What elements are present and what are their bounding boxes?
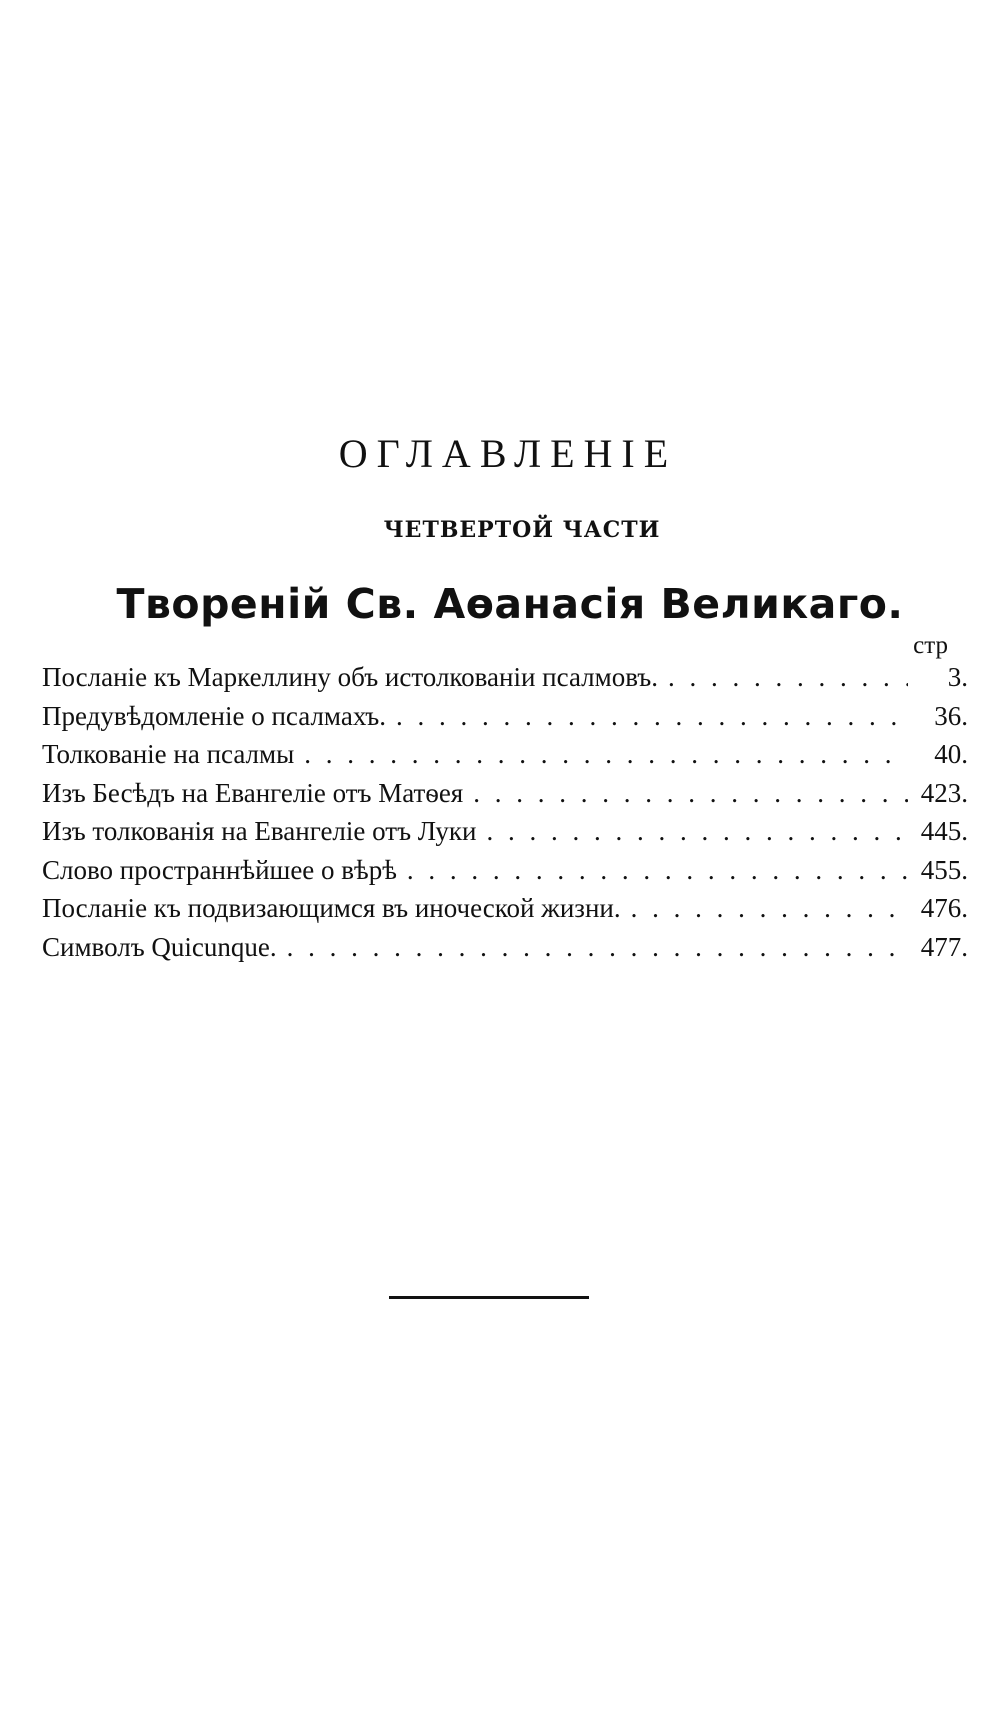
leader-dots: [477, 816, 909, 847]
toc-entry: [42, 932, 968, 971]
leader-dots: [277, 932, 908, 963]
toc-entry-page: 477.: [920, 931, 968, 962]
page-column-label: стр: [913, 632, 948, 659]
subtitle: ЧЕТВЕРТОЙ ЧАСТИ: [383, 517, 661, 543]
toc-entry: [42, 816, 968, 855]
toc-entry-label: Посланіе къ подвизающимся въ иноческой жизни.: [42, 893, 621, 923]
toc-entry-page: 455.: [920, 854, 968, 885]
leader-dots: [386, 701, 908, 732]
leader-dots: [658, 662, 908, 693]
toc-entry-page: 40.: [934, 739, 968, 769]
toc-entry-page: 445.: [920, 816, 968, 846]
toc-entry: [42, 893, 968, 932]
horizontal-rule: [389, 1296, 589, 1299]
toc-entry-page: 476.: [920, 893, 968, 923]
toc-entry-label: Изъ Бесѣдъ на Евангеліе отъ Матѳея: [42, 777, 464, 808]
toc-entry-label: Предувѣдомленіе о псалмахъ.: [42, 700, 386, 731]
toc-entry-label: Посланіе къ Маркеллину объ истолкованіи псалмовъ.: [42, 662, 659, 692]
toc-entry: [42, 855, 968, 894]
toc-entry: [42, 739, 968, 778]
leader-dots: [294, 739, 908, 770]
toc-entry: [42, 778, 968, 817]
toc-entry: [42, 662, 968, 701]
toc-entry-page: 36.: [934, 700, 968, 731]
leader-dots: [621, 893, 908, 924]
toc-entry-page: 423.: [920, 777, 968, 808]
toc-entry-label: Изъ толкованія на Евангеліе отъ Луки: [42, 816, 477, 846]
toc-entry-label: Толкованіе на псалмы: [42, 739, 295, 769]
leader-dots: [397, 855, 908, 886]
toc-entry: [42, 701, 968, 740]
toc-entry-page: 3.: [947, 662, 968, 692]
page-title: ОГЛАВЛЕНІЕ: [338, 431, 678, 476]
table-of-contents: [42, 662, 968, 970]
toc-entry-label: Слово пространнѣйшее о вѣрѣ: [42, 854, 397, 885]
work-heading: Твореній Св. Аѳанасія Великаго.: [116, 580, 904, 628]
toc-entry-label: Символъ Quicunque.: [42, 931, 277, 962]
leader-dots: [463, 778, 908, 809]
